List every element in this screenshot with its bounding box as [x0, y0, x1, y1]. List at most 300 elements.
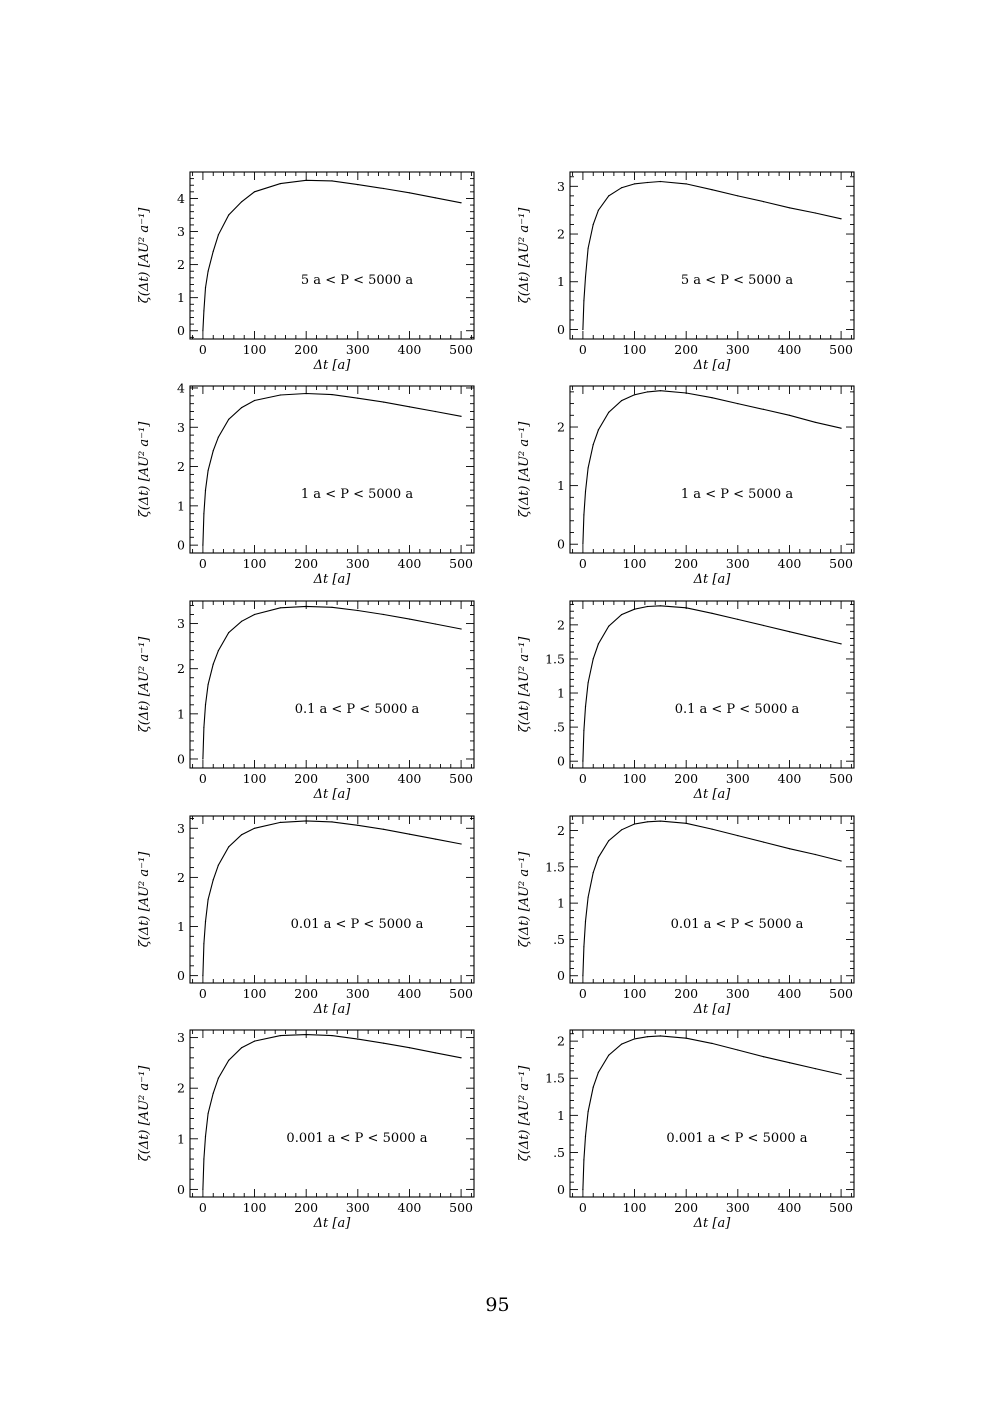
data-point — [647, 182, 648, 183]
data-point — [634, 183, 635, 184]
x-tick-label: 100 — [242, 986, 267, 1001]
data-point — [409, 192, 410, 193]
data-point — [409, 834, 410, 835]
y-tick-label: 1.5 — [545, 859, 565, 875]
data-point — [280, 1035, 281, 1036]
x-tick-label: 0 — [198, 1200, 207, 1215]
data-point — [205, 921, 206, 922]
y-tick-label: 0 — [177, 1181, 185, 1197]
data-point — [789, 848, 790, 849]
data-point — [383, 1043, 384, 1044]
data-point — [254, 191, 255, 192]
x-tick-label: 100 — [622, 771, 647, 786]
data-point — [593, 444, 594, 445]
data-point — [202, 1189, 203, 1190]
data-point — [435, 411, 436, 412]
data-point — [582, 1189, 583, 1190]
y-tick-label: 0 — [177, 537, 185, 553]
y-tick-label: 1 — [557, 478, 565, 494]
data-point — [218, 1078, 219, 1079]
data-point — [763, 409, 764, 410]
y-tick-label: 3 — [177, 820, 185, 836]
data-point — [737, 835, 738, 836]
x-axis-title: Δt [a] — [693, 1216, 731, 1231]
y-tick-label: 0 — [177, 323, 185, 339]
data-point — [608, 840, 609, 841]
data-point — [841, 643, 842, 644]
data-point — [435, 839, 436, 840]
data-point — [660, 181, 661, 182]
data-point — [598, 429, 599, 430]
x-tick-label: 500 — [829, 342, 854, 357]
data-point — [763, 1056, 764, 1057]
data-point — [647, 391, 648, 392]
data-point — [841, 428, 842, 429]
chart-panel-1 — [137, 172, 474, 373]
data-point — [815, 212, 816, 213]
data-point — [228, 214, 229, 215]
data-point — [583, 1159, 584, 1160]
data-point — [711, 613, 712, 614]
x-tick-label: 0 — [198, 771, 207, 786]
data-point — [598, 643, 599, 644]
data-point — [383, 402, 384, 403]
y-axis-title: ζ(Δt) [AU² a⁻¹] — [517, 207, 532, 304]
data-point — [202, 975, 203, 976]
data-point — [634, 609, 635, 610]
period-range-label: 0.1 a < P < 5000 a — [294, 702, 420, 717]
data-point — [789, 1062, 790, 1063]
data-point — [409, 619, 410, 620]
chart-panel-3 — [137, 380, 474, 587]
y-tick-label: 2 — [557, 419, 565, 435]
x-tick-label: 400 — [777, 1200, 802, 1215]
data-point — [815, 422, 816, 423]
data-point — [357, 398, 358, 399]
data-point — [711, 189, 712, 190]
y-tick-label: 4 — [177, 380, 185, 396]
x-axis-title: Δt [a] — [313, 572, 351, 587]
series-curve — [203, 821, 461, 976]
series-curve — [583, 1036, 841, 1190]
data-point — [634, 823, 635, 824]
data-point — [306, 180, 307, 181]
y-axis-title: ζ(Δt) [AU² a⁻¹] — [137, 421, 152, 518]
data-point — [621, 187, 622, 188]
plot-frame — [190, 601, 474, 768]
x-tick-label: 0 — [578, 1200, 587, 1215]
y-tick-label: 1 — [557, 685, 565, 701]
y-axis-title: ζ(Δt) [AU² a⁻¹] — [137, 636, 152, 733]
data-point — [306, 1034, 307, 1035]
data-point — [203, 1158, 204, 1159]
y-tick-label: 2 — [557, 1033, 565, 1049]
x-tick-label: 0 — [198, 986, 207, 1001]
data-point — [608, 412, 609, 413]
chart-panel-9 — [137, 1030, 474, 1231]
data-point — [331, 394, 332, 395]
data-point — [383, 614, 384, 615]
y-tick-label: 3 — [177, 419, 185, 435]
period-range-label: 0.1 a < P < 5000 a — [674, 702, 800, 717]
data-point — [841, 218, 842, 219]
data-point — [208, 899, 209, 900]
data-point — [585, 921, 586, 922]
x-tick-label: 0 — [578, 771, 587, 786]
x-tick-label: 200 — [294, 771, 319, 786]
y-tick-label: 1 — [557, 274, 565, 290]
chart-panel-10 — [517, 1030, 854, 1231]
data-point — [331, 607, 332, 608]
x-tick-label: 500 — [829, 986, 854, 1001]
data-point — [634, 1038, 635, 1039]
series-curve — [203, 394, 461, 546]
data-point — [621, 1044, 622, 1045]
x-tick-label: 0 — [578, 342, 587, 357]
data-point — [588, 897, 589, 898]
data-point — [660, 1035, 661, 1036]
plot-frame — [570, 172, 854, 339]
x-tick-label: 400 — [777, 342, 802, 357]
data-point — [461, 843, 462, 844]
x-tick-label: 500 — [449, 342, 474, 357]
data-point — [357, 1039, 358, 1040]
data-point — [583, 730, 584, 731]
data-point — [593, 1087, 594, 1088]
x-axis-title: Δt [a] — [313, 1002, 351, 1017]
y-tick-label: 1.5 — [545, 651, 565, 667]
x-axis-title: Δt [a] — [313, 358, 351, 373]
data-point — [357, 610, 358, 611]
y-tick-label: 1.5 — [545, 1070, 565, 1086]
chart-panel-5 — [137, 601, 474, 802]
x-tick-label: 100 — [622, 342, 647, 357]
data-point — [218, 865, 219, 866]
page-number: 95 — [485, 1294, 510, 1316]
data-point — [598, 210, 599, 211]
y-tick-label: 1 — [177, 919, 185, 935]
data-point — [280, 607, 281, 608]
y-tick-label: 0 — [557, 753, 565, 769]
y-tick-label: 3 — [177, 616, 185, 632]
data-point — [598, 1072, 599, 1073]
data-point — [228, 1060, 229, 1061]
data-point — [213, 664, 214, 665]
y-tick-label: 0 — [557, 536, 565, 552]
data-point — [409, 406, 410, 407]
data-point — [647, 606, 648, 607]
chart-panel-6 — [517, 601, 854, 802]
data-point — [582, 544, 583, 545]
data-point — [435, 623, 436, 624]
data-point — [254, 828, 255, 829]
data-point — [588, 467, 589, 468]
data-point — [461, 1057, 462, 1058]
x-tick-label: 100 — [622, 986, 647, 1001]
period-range-label: 0.001 a < P < 5000 a — [286, 1131, 428, 1146]
y-axis-title: ζ(Δt) [AU² a⁻¹] — [517, 636, 532, 733]
data-point — [435, 1052, 436, 1053]
data-point — [588, 248, 589, 249]
series-curve — [583, 182, 841, 330]
x-tick-label: 400 — [397, 771, 422, 786]
y-tick-label: 2 — [177, 869, 185, 885]
y-tick-label: 1 — [177, 498, 185, 514]
x-tick-label: 300 — [725, 771, 750, 786]
data-point — [686, 1038, 687, 1039]
data-point — [593, 872, 594, 873]
data-point — [588, 682, 589, 683]
data-point — [789, 207, 790, 208]
x-tick-label: 500 — [829, 1200, 854, 1215]
x-tick-label: 100 — [242, 771, 267, 786]
data-point — [660, 605, 661, 606]
y-tick-label: 3 — [177, 1030, 185, 1046]
data-point — [737, 195, 738, 196]
y-tick-label: 2 — [557, 617, 565, 633]
series-curve — [583, 606, 841, 761]
data-point — [228, 419, 229, 420]
data-point — [357, 184, 358, 185]
data-point — [711, 397, 712, 398]
data-point — [208, 470, 209, 471]
period-range-label: 1 a < P < 5000 a — [680, 487, 794, 502]
chart-panel-4 — [517, 386, 854, 587]
data-point — [280, 394, 281, 395]
data-point — [208, 271, 209, 272]
x-axis-title: Δt [a] — [693, 1002, 731, 1017]
y-tick-label: 1 — [557, 1107, 565, 1123]
data-point — [241, 1047, 242, 1048]
data-point — [435, 197, 436, 198]
x-tick-label: 300 — [725, 342, 750, 357]
data-point — [593, 224, 594, 225]
y-axis-title: ζ(Δt) [AU² a⁻¹] — [137, 851, 152, 948]
y-axis-title: ζ(Δt) [AU² a⁻¹] — [137, 1065, 152, 1162]
data-point — [306, 820, 307, 821]
data-point — [608, 195, 609, 196]
data-point — [660, 390, 661, 391]
data-point — [621, 614, 622, 615]
y-tick-label: .5 — [553, 931, 565, 947]
x-tick-label: 0 — [198, 342, 207, 357]
data-point — [306, 393, 307, 394]
data-point — [686, 607, 687, 608]
data-point — [815, 854, 816, 855]
data-point — [218, 234, 219, 235]
x-tick-label: 300 — [345, 986, 370, 1001]
x-tick-label: 100 — [242, 556, 267, 571]
x-tick-label: 500 — [449, 556, 474, 571]
data-point — [585, 276, 586, 277]
data-point — [205, 1136, 206, 1137]
y-tick-label: 0 — [557, 968, 565, 984]
data-point — [254, 614, 255, 615]
y-tick-label: 3 — [177, 224, 185, 240]
data-point — [202, 758, 203, 759]
x-tick-label: 200 — [294, 986, 319, 1001]
data-point — [583, 514, 584, 515]
data-point — [205, 704, 206, 705]
series-curve — [203, 606, 461, 759]
data-point — [357, 825, 358, 826]
x-tick-label: 500 — [449, 1200, 474, 1215]
x-tick-label: 300 — [345, 342, 370, 357]
y-tick-label: 1 — [557, 895, 565, 911]
period-range-label: 1 a < P < 5000 a — [300, 487, 414, 502]
x-tick-label: 400 — [777, 556, 802, 571]
y-tick-label: 0 — [177, 751, 185, 767]
data-point — [280, 822, 281, 823]
data-point — [582, 761, 583, 762]
data-point — [585, 491, 586, 492]
series-curve — [203, 180, 461, 330]
data-point — [711, 1043, 712, 1044]
x-tick-label: 200 — [674, 771, 699, 786]
data-point — [203, 513, 204, 514]
x-tick-label: 200 — [294, 1200, 319, 1215]
x-tick-label: 200 — [674, 342, 699, 357]
x-tick-label: 100 — [242, 342, 267, 357]
data-point — [815, 1068, 816, 1069]
x-tick-label: 300 — [725, 556, 750, 571]
data-point — [621, 400, 622, 401]
data-point — [841, 1074, 842, 1075]
y-axis-title: ζ(Δt) [AU² a⁻¹] — [517, 851, 532, 948]
data-point — [202, 545, 203, 546]
chart-panel-2 — [517, 172, 854, 373]
data-point — [241, 201, 242, 202]
data-point — [213, 879, 214, 880]
data-point — [583, 300, 584, 301]
series-curve — [583, 821, 841, 976]
x-tick-label: 500 — [449, 771, 474, 786]
period-range-label: 5 a < P < 5000 a — [680, 273, 794, 288]
data-point — [585, 706, 586, 707]
data-point — [213, 450, 214, 451]
x-tick-label: 100 — [242, 1200, 267, 1215]
x-tick-label: 200 — [674, 1200, 699, 1215]
x-tick-label: 400 — [397, 1200, 422, 1215]
chart-panel-7 — [137, 816, 474, 1017]
y-tick-label: .5 — [553, 719, 565, 735]
data-point — [686, 392, 687, 393]
data-point — [582, 975, 583, 976]
data-point — [686, 823, 687, 824]
x-axis-title: Δt [a] — [313, 1216, 351, 1231]
data-point — [593, 658, 594, 659]
y-tick-label: .5 — [553, 1144, 565, 1160]
y-tick-label: 2 — [177, 661, 185, 677]
plot-frame — [190, 1030, 474, 1197]
data-point — [737, 619, 738, 620]
x-tick-label: 200 — [294, 556, 319, 571]
plot-frame — [570, 1030, 854, 1197]
y-tick-label: 3 — [557, 178, 565, 194]
data-point — [588, 1111, 589, 1112]
x-tick-label: 300 — [725, 986, 750, 1001]
data-point — [383, 188, 384, 189]
y-axis-title: ζ(Δt) [AU² a⁻¹] — [137, 207, 152, 304]
data-point — [202, 330, 203, 331]
x-axis-title: Δt [a] — [693, 787, 731, 802]
plot-frame — [570, 386, 854, 553]
x-tick-label: 300 — [345, 556, 370, 571]
x-tick-label: 400 — [397, 986, 422, 1001]
x-tick-label: 100 — [622, 556, 647, 571]
y-tick-label: 2 — [557, 226, 565, 242]
y-tick-label: 0 — [557, 1182, 565, 1198]
data-point — [763, 842, 764, 843]
data-point — [228, 632, 229, 633]
data-point — [228, 846, 229, 847]
data-point — [634, 394, 635, 395]
data-point — [737, 403, 738, 404]
data-point — [213, 251, 214, 252]
x-tick-label: 300 — [345, 771, 370, 786]
x-tick-label: 400 — [777, 771, 802, 786]
data-point — [241, 407, 242, 408]
x-axis-title: Δt [a] — [313, 787, 351, 802]
data-point — [218, 650, 219, 651]
data-point — [331, 821, 332, 822]
x-tick-label: 0 — [198, 556, 207, 571]
data-point — [205, 490, 206, 491]
y-tick-label: 2 — [177, 1080, 185, 1096]
data-point — [647, 1036, 648, 1037]
series-curve — [583, 391, 841, 545]
data-point — [218, 437, 219, 438]
data-point — [331, 1035, 332, 1036]
data-point — [815, 637, 816, 638]
data-point — [763, 201, 764, 202]
data-point — [686, 183, 687, 184]
x-tick-label: 300 — [345, 1200, 370, 1215]
data-point — [208, 684, 209, 685]
data-point — [582, 329, 583, 330]
x-axis-title: Δt [a] — [693, 358, 731, 373]
data-point — [598, 857, 599, 858]
data-point — [608, 1055, 609, 1056]
data-point — [583, 946, 584, 947]
data-point — [409, 1047, 410, 1048]
data-point — [585, 1136, 586, 1137]
data-point — [647, 821, 648, 822]
data-point — [241, 834, 242, 835]
x-tick-label: 300 — [725, 1200, 750, 1215]
x-tick-label: 200 — [674, 986, 699, 1001]
data-point — [789, 631, 790, 632]
data-point — [461, 628, 462, 629]
plot-frame — [570, 601, 854, 768]
y-tick-label: 2 — [557, 823, 565, 839]
data-point — [203, 943, 204, 944]
data-point — [254, 1041, 255, 1042]
y-tick-label: 1 — [177, 1131, 185, 1147]
data-point — [841, 860, 842, 861]
y-tick-label: 2 — [177, 459, 185, 475]
x-tick-label: 0 — [578, 556, 587, 571]
x-tick-label: 500 — [449, 986, 474, 1001]
data-point — [461, 202, 462, 203]
data-point — [763, 625, 764, 626]
y-tick-label: 1 — [177, 706, 185, 722]
x-tick-label: 400 — [397, 556, 422, 571]
data-point — [737, 1049, 738, 1050]
x-tick-label: 500 — [829, 771, 854, 786]
data-point — [306, 606, 307, 607]
x-tick-label: 0 — [578, 986, 587, 1001]
